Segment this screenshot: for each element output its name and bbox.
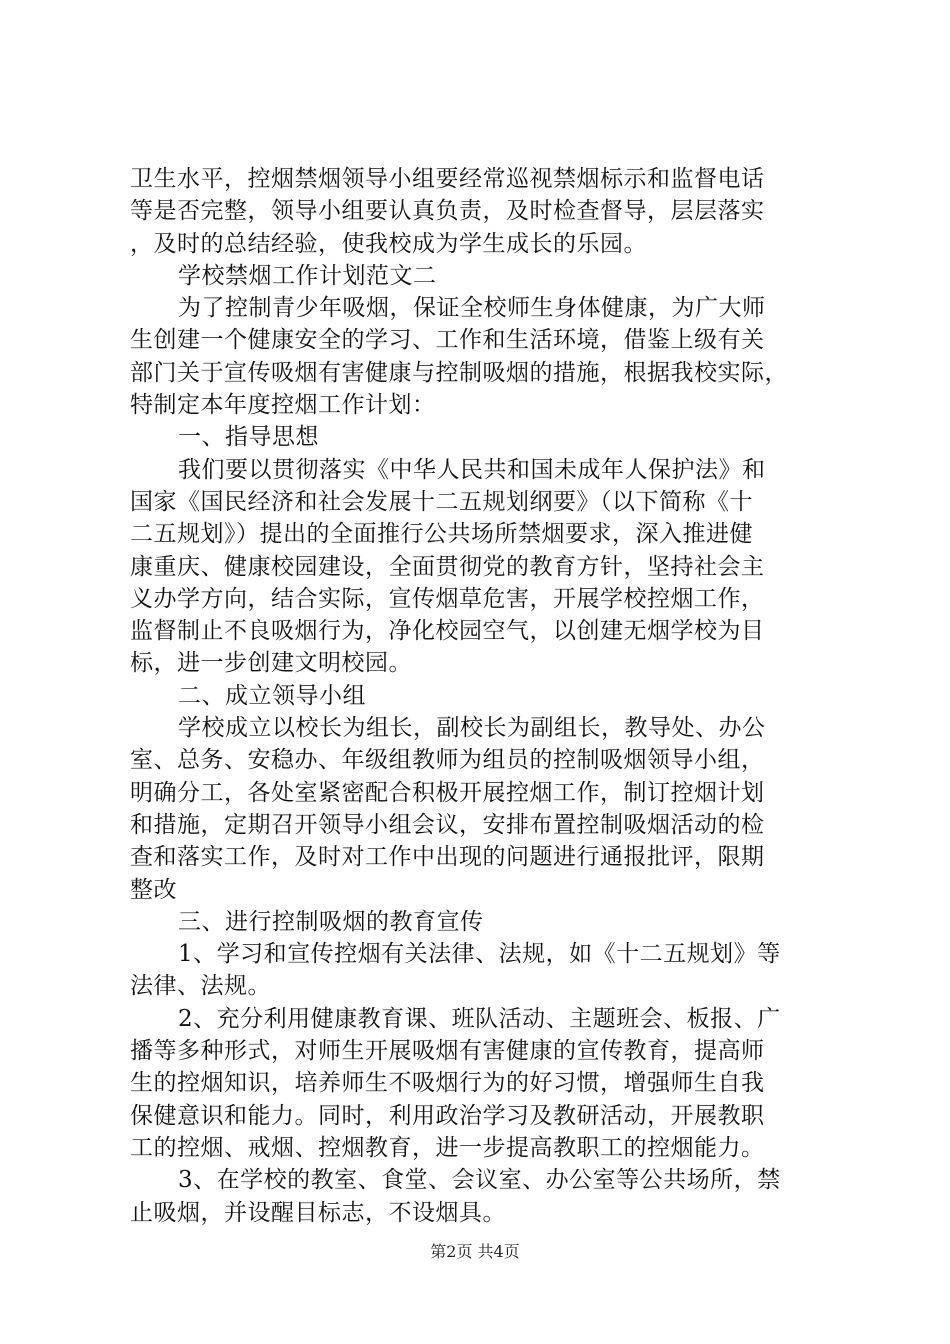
text-line: 卫生水平，控烟禁烟领导小组要经常巡视禁烟标示和监督电话: [130, 166, 765, 192]
page-footer: 第2页 共4页: [430, 1242, 520, 1261]
text-line: 我们要以贯彻落实《中华人民共和国未成年人保护法》和: [178, 456, 766, 483]
text-line: 一、指导思想: [178, 424, 319, 451]
text-line: 学校成立以校长为组长，副校长为副组长，教导处、办公: [178, 715, 766, 742]
text-line: 学校禁烟工作计划范文二: [178, 262, 437, 289]
text-line: 国家《国民经济和社会发展十二五规划纲要》（以下简称《十: [130, 488, 753, 515]
text-line: 3、在学校的教室、食堂、会议室、办公室等公共场所，禁: [178, 1167, 781, 1194]
text-line: 等是否完整，领导小组要认真负责，及时检查督导，层层落实: [130, 198, 765, 225]
text-line: 室、总务、安稳办、年级组教师为组员的控制吸烟领导小组，: [130, 747, 765, 774]
text-line: 标，进一步创建文明校园。: [130, 650, 412, 677]
text-line: 播等多种形式，对师生开展吸烟有害健康的宣传教育，提高师: [130, 1038, 765, 1065]
text-line: ，及时的总结经验，使我校成为学生成长的乐园。: [130, 230, 647, 257]
text-line: 保健意识和能力。同时，利用政治学习及教研活动，开展教职: [130, 1102, 765, 1129]
text-line: 二五规划》）提出的全面推行公共场所禁烟要求，深入推进健: [130, 521, 753, 548]
text-line: 生的控烟知识，培养师生不吸烟行为的好习惯，增强师生自我: [130, 1070, 765, 1097]
document-body: [130, 163, 830, 1229]
text-line: 整改: [130, 876, 177, 903]
text-line: 三、进行控制吸烟的教育宣传: [178, 908, 484, 935]
text-line: 监督制止不良吸烟行为，净化校园空气，以创建无烟学校为目: [130, 618, 765, 645]
text-line: 为了控制青少年吸烟，保证全校师生身体健康，为广大师: [178, 295, 766, 322]
text-line: 义办学方向，结合实际，宣传烟草危害，开展学校控烟工作，: [130, 585, 765, 612]
text-line: 法律、法规。: [130, 973, 271, 1000]
text-line: 二、成立领导小组: [178, 682, 366, 709]
text-line: 查和落实工作，及时对工作中出现的问题进行通报批评，限期: [130, 844, 765, 871]
text-line: 止吸烟，并设醒目标志，不设烟具。: [130, 1199, 506, 1226]
text-line: 工的控烟、戒烟、控烟教育，进一步提高教职工的控烟能力。: [130, 1134, 765, 1161]
text-line: 康重庆、健康校园建设，全面贯彻党的教育方针，坚持社会主: [130, 553, 765, 580]
text-line: 生创建一个健康安全的学习、工作和生活环境，借鉴上级有关: [130, 327, 765, 354]
text-line: 部门关于宣传吸烟有害健康与控制吸烟的措施，根据我校实际，: [130, 359, 788, 386]
text-line: 特制定本年度控烟工作计划：: [130, 392, 436, 419]
text-line: 2、充分利用健康教育课、班队活动、主题班会、板报、广: [178, 1005, 781, 1032]
text-line: 1、学习和宣传控烟有关法律、法规，如《十二五规划》等: [178, 941, 781, 968]
text-line: 明确分工，各处室紧密配合积极开展控烟工作，制订控烟计划: [130, 779, 765, 806]
text-line: 和措施，定期召开领导小组会议，安排布置控制吸烟活动的检: [130, 811, 765, 838]
